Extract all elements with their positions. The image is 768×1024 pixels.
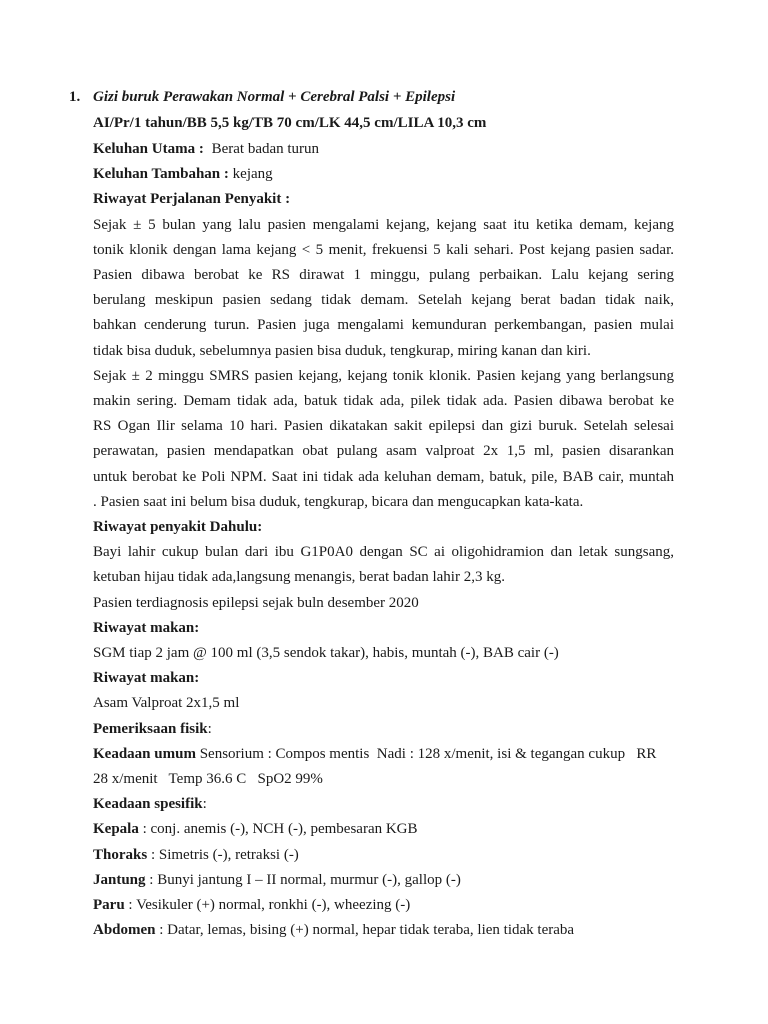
thoraks-label: Thoraks [93,846,148,863]
keluhan-utama-row [93,137,674,162]
paragraph-line: untuk berobat ke Poli NPM. Saat ini tidak ada keluhan demam, batuk, pile, BAB cair, muntah [93,468,674,485]
keadaan-umum-row [93,742,674,767]
kepala-label: Kepala [93,821,139,838]
keadaan-umum-text: Sensorium : Compos mentis Nadi : 128 x/menit, isi & tegangan cukup RR [195,745,657,762]
keluhan-tambahan-value: kejang [232,166,273,183]
keadaan-spesifik-colon: : [202,796,207,813]
paragraph-line: tidak bisa duduk, sebelumnya pasien bisa duduk, tengkurap, miring kanan dan kiri. [93,342,591,359]
keadaan-umum-label: Keadaan umum [93,745,196,762]
paragraph-line: . Pasien saat ini belum bisa duduk, tengkurap, bicara dan mengucapkan kata-kata. [93,493,584,510]
paragraph-line: RS Ogan Ilir selama 10 hari. Pasien dikatakan sakit epilepsi dan gizi buruk. Setelah selesai [93,418,674,435]
riwayat-makan-heading: Riwayat makan: [93,619,200,636]
paru-row [93,893,674,918]
keadaan-spesifik-row [93,792,674,817]
abdomen-row [93,918,674,943]
riwayat-dahulu-heading: Riwayat penyakit Dahulu: [93,519,263,536]
keadaan-umum-row-2: 28 x/menit Temp 36.6 C SpO2 99% [93,771,323,788]
thoraks-row [93,843,674,868]
keluhan-tambahan-row [93,162,674,187]
paragraph-line: berulang meskipun pasien sedang tidak demam. Setelah kejang berat badan tidak naik, [93,292,674,309]
pemeriksaan-fisik-colon: : [207,720,212,737]
paru-label: Paru [93,897,125,914]
paragraph-line: ketuban hijau tidak ada,langsung menangis, berat badan lahir 2,3 kg. [93,569,505,586]
riwayat-makan-heading: Riwayat makan: [93,670,200,687]
keluhan-tambahan-label: Keluhan Tambahan : [93,166,229,183]
paragraph-line: Pasien terdiagnosis epilepsi sejak buln desember 2020 [93,594,419,611]
diagnosis-title: Gizi buruk Perawakan Normal + Cerebral Palsi + Epilepsi [93,89,456,105]
paragraph-line: Pasien dibawa berobat ke RS dirawat 1 minggu, pulang perbaikan. Lalu kejang sering [93,267,674,284]
paragraph-line: Sejak ± 5 bulan yang lalu pasien mengalami kejang, kejang saat itu ketika demam, kejang [93,216,674,233]
kepala-text: : conj. anemis (-), NCH (-), pembesaran KGB [138,821,418,838]
paragraph-line: bahkan cenderung turun. Pasien juga mengalami kemunduran perkembangan, pasien mulai [93,317,674,334]
abdomen-label: Abdomen [93,922,156,939]
jantung-text: : Bunyi jantung I – II normal, murmur (-), gallop (-) [145,871,461,888]
paragraph-line: tonik klonik dengan lama kejang < 5 menit, frekuensi 5 kali sehari. Post kejang pasien sadar. [93,241,674,258]
list-number: 1. [69,89,81,105]
paru-text: : Vesikuler (+) normal, ronkhi (-), wheezing (-) [124,897,411,914]
riwayat-perjalanan-heading: Riwayat Perjalanan Penyakit : [93,191,291,208]
keluhan-utama-label: Keluhan Utama : [93,141,204,157]
pemeriksaan-fisik-row [93,717,674,742]
patient-identity: AI/Pr/1 tahun/BB 5,5 kg/TB 70 cm/LK 44,5 cm/LILA 10,3 cm [93,115,487,131]
riwayat-makan-text: SGM tiap 2 jam @ 100 ml (3,5 sendok takar), habis, muntah (-), BAB cair (-) [93,645,559,662]
abdomen-text: : Datar, lemas, bising (+) normal, hepar tidak teraba, lien tidak teraba [155,922,575,939]
pemeriksaan-fisik-label: Pemeriksaan fisik [93,720,208,737]
paragraph-line: makin sering. Demam tidak ada, batuk tidak ada, pilek tidak ada. Pasien dibawa berobat ke [93,393,674,410]
paragraph-line: perawatan, pasien mendapatkan obat pulang asam valproat 2x 1,5 ml, pasien disarankan [93,443,674,460]
jantung-row [93,868,674,893]
keadaan-spesifik-label: Keadaan spesifik [93,796,203,813]
case-content [93,86,674,944]
jantung-label: Jantung [93,871,146,888]
kepala-row [93,817,674,842]
thoraks-text: : Simetris (-), retraksi (-) [147,846,299,863]
keluhan-utama-value: Berat badan turun [211,141,320,157]
riwayat-makan-text: Asam Valproat 2x1,5 ml [93,695,240,712]
paragraph-line: Sejak ± 2 minggu SMRS pasien kejang, kejang tonik klonik. Pasien kejang yang berlangsung [93,367,674,384]
paragraph-line: Bayi lahir cukup bulan dari ibu G1P0A0 dengan SC ai oligohidramion dan letak sungsang, [93,544,674,561]
